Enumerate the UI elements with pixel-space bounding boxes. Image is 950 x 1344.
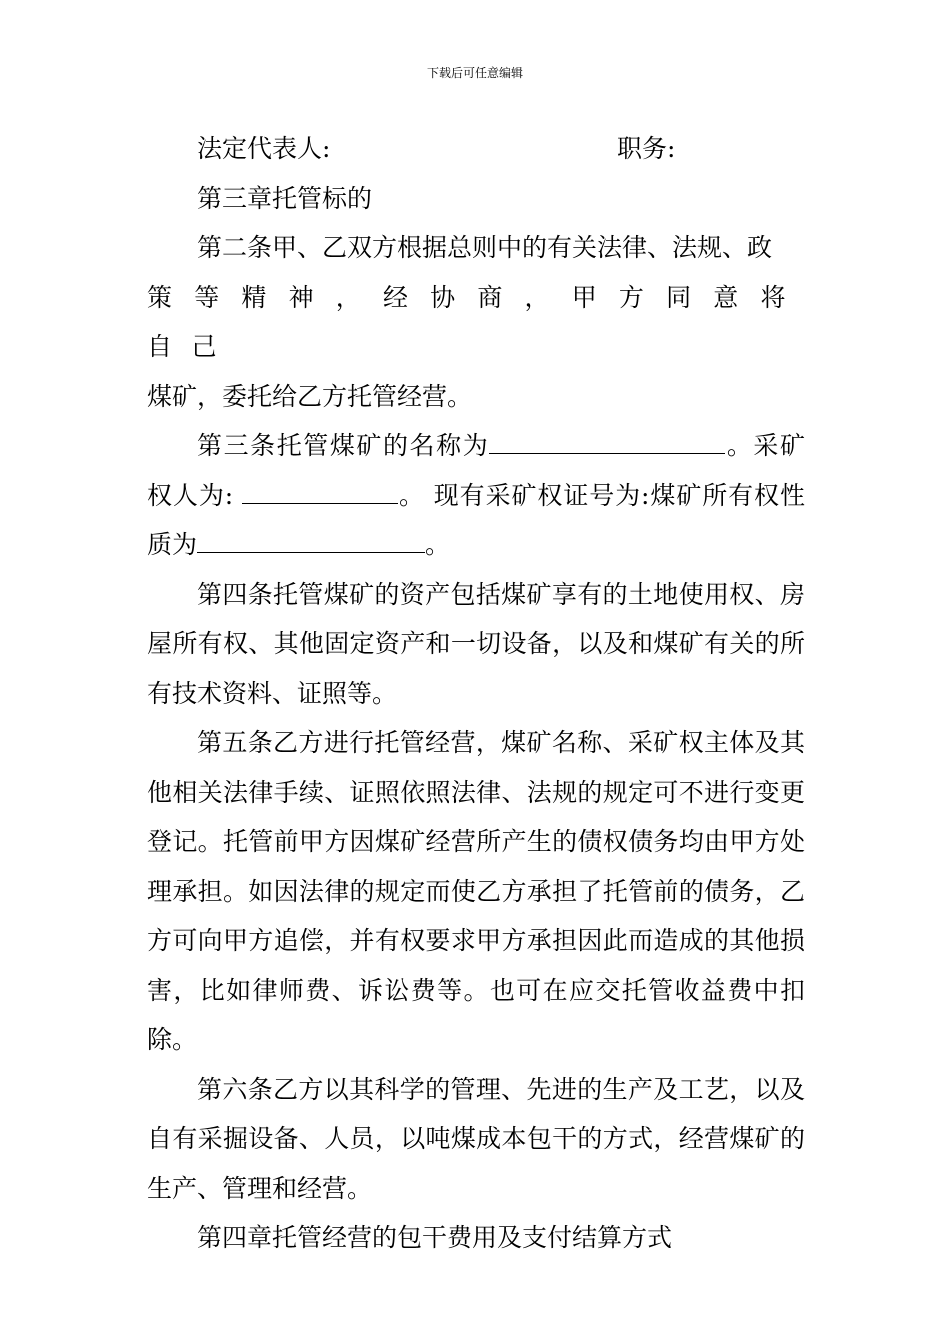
article-2	[147, 223, 805, 421]
article-5: 第五条乙方进行托管经营，煤矿名称、采矿权主体及其他相关法律手续、证照依照法律、法规的规定可不进行变更登记。托管前甲方因煤矿经营所产生的债权债务均由甲方处理承担。如因法律的规定而使乙方承担了托管前的债务，乙方可向甲方追偿，并有权要求甲方承担因此而造成的其他损害，比如律师费、诉讼费等。也可在应交托管收益费中扣除。	[147, 728, 805, 1054]
article-3-text-c: 权人为:	[147, 480, 234, 510]
chapter-4-heading: 第四章托管经营的包干费用及支付结算方式	[197, 1223, 673, 1252]
article-6: 第六条乙方以其科学的管理、先进的生产及工艺，以及自有采掘设备、人员，以吨煤成本包干的方式，经营煤矿的生产、管理和经营。	[147, 1074, 805, 1203]
document-body	[147, 124, 805, 1263]
legal-representative-label: 法定代表人:	[197, 134, 331, 163]
article-2-line-3: 煤矿，委托给乙方托管经营。	[147, 381, 473, 411]
representative-line	[147, 124, 805, 174]
article-2-line-2: 策等精神，经协商，甲方同意将自己	[147, 282, 805, 361]
article-3-text-a: 第三条托管煤矿的名称为	[197, 431, 490, 460]
article-3-text-f: 。	[425, 530, 451, 559]
article-3-text-d: 。 现有采矿权证号为:煤矿所有权	[398, 480, 780, 510]
article-3	[147, 421, 805, 570]
article-4: 第四条托管煤矿的资产包括煤矿享有的土地使用权、房屋所有权、其他固定资产和一切设备，以及和煤矿有关的所有技术资料、证照等。	[147, 579, 805, 708]
article-3-text-b: 。采矿	[725, 431, 805, 460]
ownership-nature-blank	[197, 528, 425, 553]
mine-name-blank	[489, 429, 725, 454]
mining-right-holder-blank	[242, 479, 398, 504]
chapter-3-heading: 第三章托管标的	[197, 183, 373, 213]
page-header: 下载后可任意编辑	[426, 66, 523, 80]
article-2-line-1: 第二条甲、乙双方根据总则中的有关法律、法规、政	[197, 233, 773, 262]
position-label: 职务:	[617, 134, 676, 163]
article-3-text-e: 性质为	[147, 480, 805, 559]
